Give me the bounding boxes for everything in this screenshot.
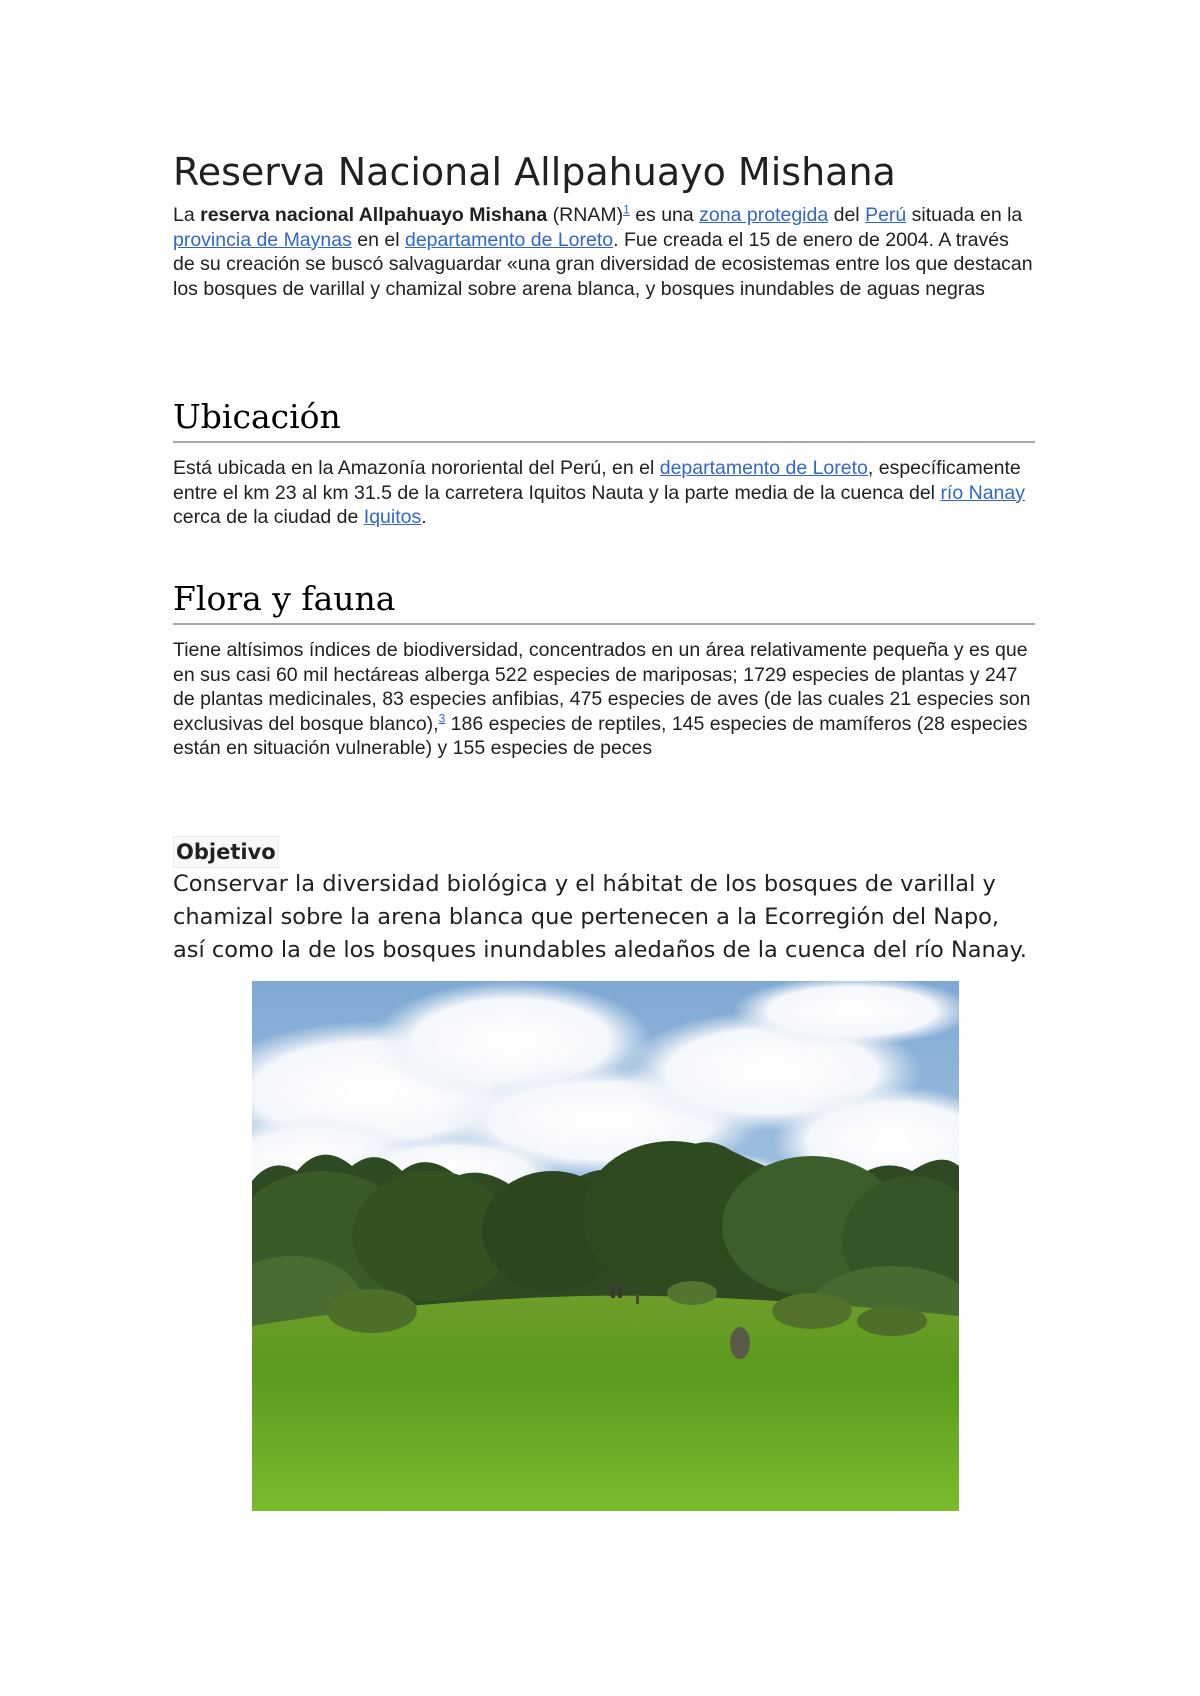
- flora-text: Tiene altísimos índices de biodiversidad, concentrados en un área relativamente pequeña y es que en sus casi 60 mil hectáreas alberga 522 especies de mariposas; 1729 especies de plantas y 247 de plantas medicinales, 83 especies anfibias, 475 especies de aves (de las cuales 21 especies son exclusivas del bosque blanco),: [173, 639, 1031, 735]
- link-peru[interactable]: Perú: [865, 204, 907, 226]
- ubicacion-text: , específicamente entre el km 23 al km 31.5 de la carretera Iquitos Nauta y la parte media de la cuenca del: [173, 457, 1021, 504]
- flora-text: 186 especies de reptiles, 145 especies de mamíferos (28 especies están en situación vulnerable) y 155 especies de peces: [173, 712, 1028, 759]
- intro-paragraph: [173, 203, 1035, 301]
- link-departamento-loreto-2[interactable]: departamento de Loreto: [659, 457, 868, 479]
- link-provincia-maynas[interactable]: provincia de Maynas: [173, 228, 352, 251]
- intro-text: en el: [351, 228, 405, 251]
- ubicacion-text: cerca de la ciudad de: [173, 506, 364, 528]
- intro-text: La: [173, 204, 201, 226]
- reference-1[interactable]: [623, 203, 630, 217]
- link-iquitos[interactable]: Iquitos: [363, 506, 422, 528]
- link-rio-nanay[interactable]: río Nanay: [940, 481, 1025, 504]
- heading-ubicacion: Ubicación: [173, 395, 1035, 443]
- intro-text: es una: [629, 204, 700, 226]
- link-zona-protegida[interactable]: zona protegida: [699, 204, 829, 226]
- landscape-illustration: [252, 981, 959, 1511]
- reserve-name-bold: reserva nacional Allpahuayo Mishana: [200, 204, 548, 226]
- reference-3-link[interactable]: 3: [438, 711, 446, 725]
- objetivo-text: Conservar la diversidad biológica y el hábitat de los bosques de varillal y chamizal sobre la arena blanca que pertenecen a la Ecorregión del Napo, así como la de los bosques inundables aledaños de la cuenca del río Nanay.: [173, 871, 1027, 963]
- ubicacion-text: Está ubicada en la Amazonía nororiental del Perú, en el: [173, 457, 660, 479]
- ubicacion-paragraph: [173, 456, 1035, 530]
- page-title: Reserva Nacional Allpahuayo Mishana: [173, 150, 896, 194]
- link-departamento-loreto[interactable]: departamento de Loreto: [404, 228, 614, 251]
- intro-text: situada en la: [906, 204, 1023, 226]
- reference-1-link[interactable]: 1: [623, 202, 630, 217]
- objetivo-label: Objetivo: [173, 836, 279, 868]
- ubicacion-text: .: [421, 506, 427, 528]
- intro-text: (RNAM): [547, 204, 624, 226]
- intro-text: del: [828, 204, 866, 226]
- heading-flora-fauna: Flora y fauna: [173, 577, 1035, 625]
- reserve-landscape-photo: [252, 981, 959, 1511]
- intro-text: . Fue creada el 15 de enero de 2004. A través de su creación se buscó salvaguardar «una gran diversidad de ecosistemas entre los que destacan los bosques de varillal y chamizal sobre arena blanca, y bosques inundables de aguas negras: [173, 228, 1033, 300]
- flora-paragraph: [173, 638, 1035, 761]
